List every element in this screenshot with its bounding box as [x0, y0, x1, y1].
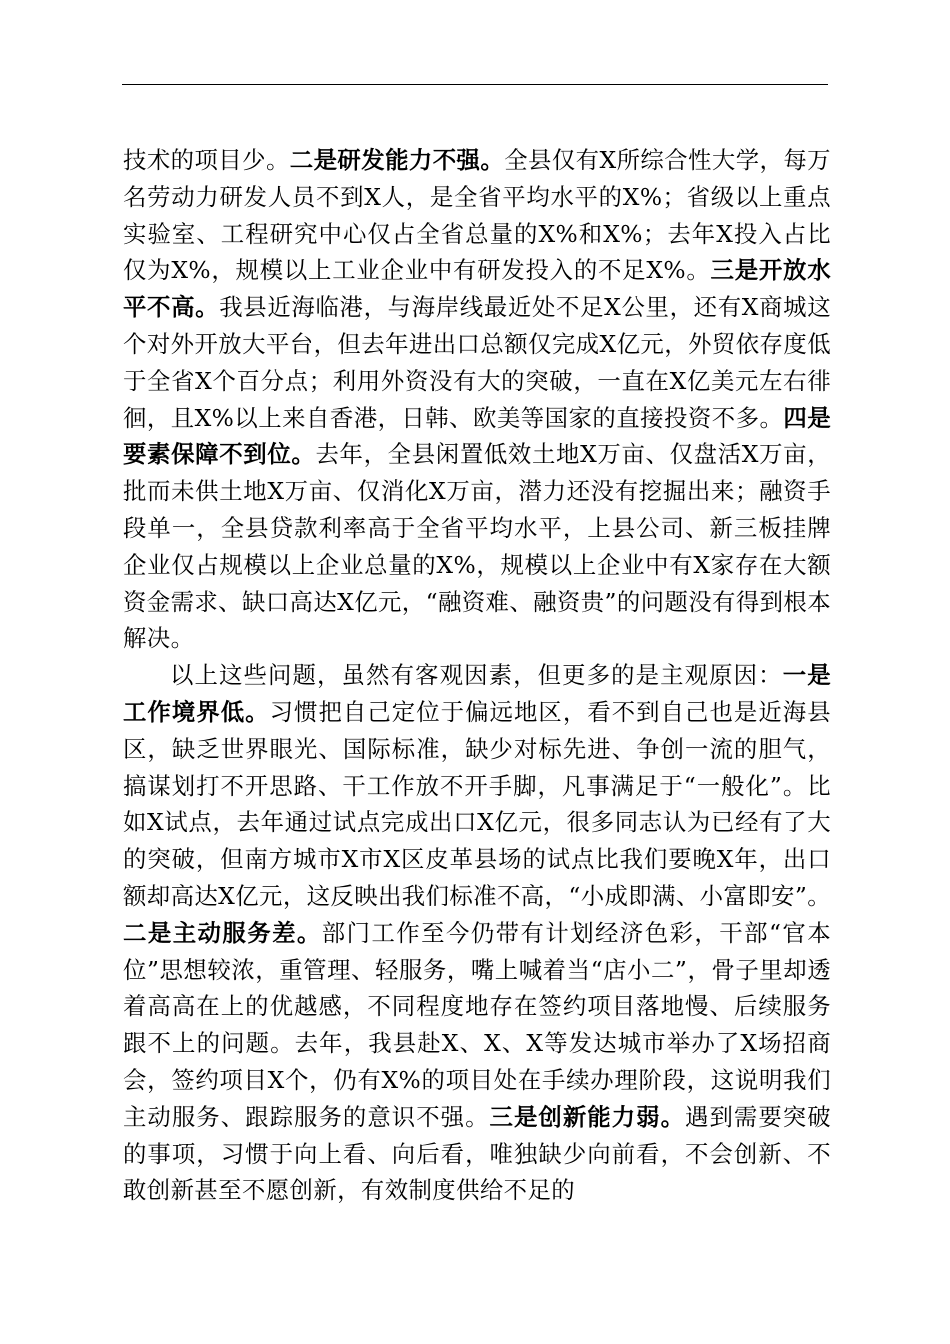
text-segment: 全县仅有X所综合性大学，每万名劳动力研发人员不到X人，是全省平均水平的X%；省级以上重点实验室、工程研究中心仅占全省总量的X%和X%；去年X投入占比仅为X%，规模以上工业企业中有研发投入的不足X%。	[123, 146, 831, 285]
text-segment: 我县近海临港，与海岸线最近处不足X公里，还有X商城这个对外开放大平台，但去年进出口总额仅完成X亿元，外贸依存度低于全省X个百分点；利用外资没有大的突破，一直在X亿美元左右徘徊，且X%以上来自香港，日韩、欧美等国家的直接投资不多。	[123, 293, 831, 432]
paragraph-problems	[123, 142, 831, 657]
text-segment: 习惯把自己定位于偏远地区，看不到自己也是近海县区，缺乏世界眼光、国际标准，缺少对标先进、争创一流的胆气，搞谋划打不开思路、干工作放不开手脚，凡事满足于“一般化”。比如X试点，去年通过试点完成出口X亿元，很多同志认为已经有了大的突破，但南方城市X市X区皮革县场的试点比我们要晚X年，出口额却高达X亿元，这反映出我们标准不高，“小成即满、小富即安”。	[123, 697, 831, 910]
heading-work-realm: 一是工作境界低。	[123, 661, 831, 726]
heading-rd-capacity: 二是研发能力不强。	[289, 146, 505, 174]
heading-openness: 三是开放水平不高。	[123, 256, 831, 322]
document-body	[123, 142, 831, 1209]
paragraph-causes	[123, 657, 831, 1209]
text-segment: 以上这些问题，虽然有客观因素，但更多的是主观原因：	[170, 661, 783, 690]
heading-service: 二是主动服务差。	[123, 918, 322, 947]
text-segment: 去年，全县闲置低效土地X万亩、仅盘活X万亩，批而未供土地X万亩、仅消化X万亩，潜力还没有挖掘出来；融资手段单一，全县贷款利率高于全省平均水平，上县公司、新三板挂牌企业仅占规模以上企业总量的X%，规模以上企业中有X家存在大额资金需求、缺口高达X亿元，“融资难、融资贵”的问题没有得到根本解决。	[123, 440, 831, 653]
header-rule	[122, 84, 828, 85]
heading-innovation: 三是创新能力弱。	[489, 1102, 686, 1131]
text-segment: 部门工作至今仍带有计划经济色彩，干部“官本位”思想较浓，重管理、轻服务，嘴上喊着当“店小二”，骨子里却透着高高在上的优越感，不同程度地存在签约项目落地慢、后续服务跟不上的问题。去年，我县赴X、X、X等发达城市举办了X场招商会，签约项目X个，仍有X%的项目处在手续办理阶段，这说明我们主动服务、跟踪服务的意识不强。	[123, 918, 832, 1131]
text-segment: 技术的项目少。	[123, 146, 290, 174]
text-segment: 遇到需要突破的事项，习惯于向上看、向后看，唯独缺少向前看，不会创新、不敢创新甚至不愿创新，有效制度供给不足的	[123, 1102, 832, 1205]
heading-factor-guarantee: 四是要素保障不到位。	[123, 403, 831, 469]
